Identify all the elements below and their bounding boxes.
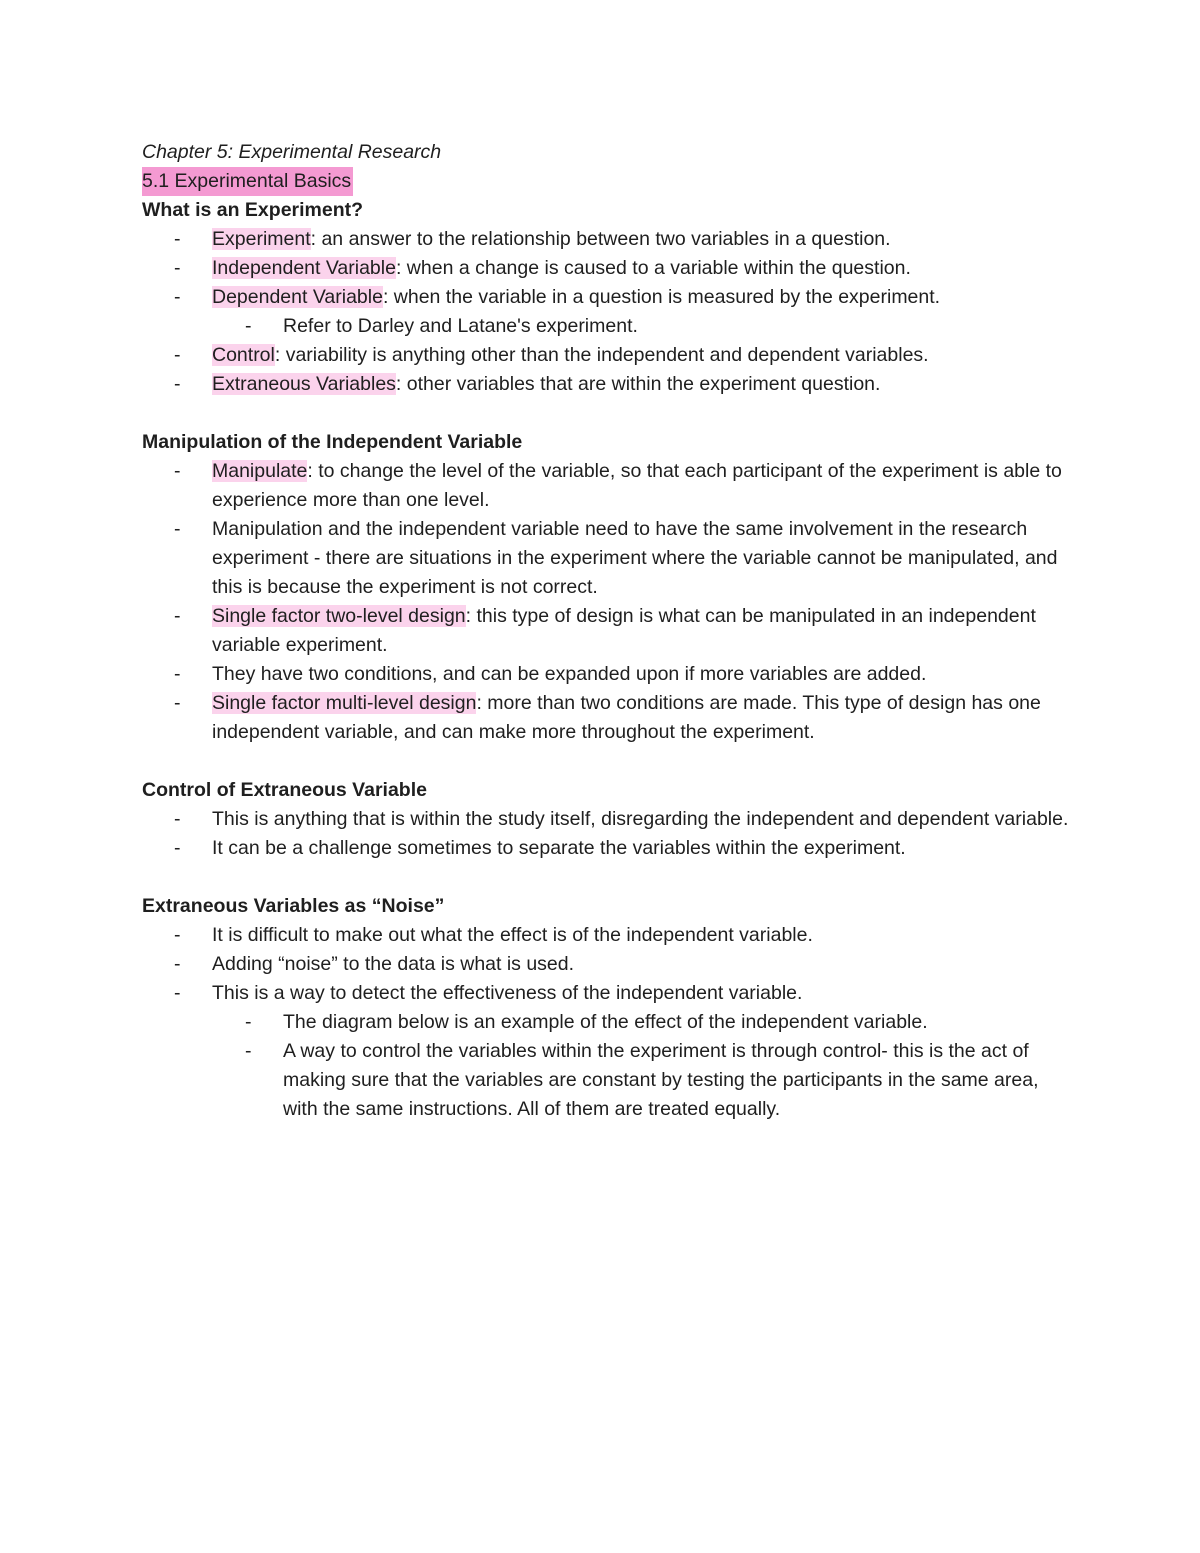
key-term: Dependent Variable xyxy=(212,286,383,308)
list-item xyxy=(142,921,1072,950)
item-text: : variability is anything other than the independent and dependent variables. xyxy=(274,344,929,366)
list-item xyxy=(142,457,1072,515)
bullet-dash: - xyxy=(245,1011,252,1033)
section-heading: What is an Experiment? xyxy=(142,199,364,221)
list-item xyxy=(142,602,1072,660)
bullet-dash: - xyxy=(174,518,181,540)
list-item xyxy=(142,515,1072,602)
bullet-dash: - xyxy=(174,286,181,308)
bullet-dash: - xyxy=(174,228,181,250)
list-item xyxy=(142,370,1072,399)
item-text: : when a change is caused to a variable within the question. xyxy=(395,257,911,279)
section-title: 5.1 Experimental Basics xyxy=(142,167,353,196)
key-term: Control xyxy=(212,344,275,366)
bullet-dash: - xyxy=(174,373,181,395)
document-content xyxy=(142,138,1072,1124)
item-text: : an answer to the relationship between two variables in a question. xyxy=(310,228,891,250)
key-term: Independent Variable xyxy=(212,257,396,279)
item-text: This is a way to detect the effectiveness of the independent variable. xyxy=(212,982,803,1004)
sub-list-item xyxy=(142,1008,1072,1037)
item-text: This is anything that is within the study itself, disregarding the independent and dependent variable. xyxy=(212,808,1069,830)
item-text: Adding “noise” to the data is what is used. xyxy=(212,953,575,975)
item-text: It can be a challenge sometimes to separate the variables within the experiment. xyxy=(212,837,906,859)
chapter-title: Chapter 5: Experimental Research xyxy=(142,141,442,163)
sub-list-item xyxy=(142,312,1072,341)
key-term: Single factor two-level design xyxy=(212,605,466,627)
bullet-dash: - xyxy=(174,605,181,627)
list-item xyxy=(142,254,1072,283)
list-item xyxy=(142,950,1072,979)
item-text: The diagram below is an example of the effect of the independent variable. xyxy=(283,1011,928,1033)
item-text: A way to control the variables within the experiment is through control- this is the act of making sure that the variables are constant by testing the participants in the same area, with the same instructions. All of them are treated equally. xyxy=(283,1040,1039,1120)
item-text: They have two conditions, and can be expanded upon if more variables are added. xyxy=(212,663,927,685)
item-text: : when the variable in a question is measured by the experiment. xyxy=(382,286,941,308)
bullet-dash: - xyxy=(174,924,181,946)
section-heading: Control of Extraneous Variable xyxy=(142,779,427,801)
bullet-dash: - xyxy=(174,692,181,714)
key-term: Extraneous Variables xyxy=(212,373,396,395)
list-item xyxy=(142,834,1072,863)
item-text: : to change the level of the variable, so that each participant of the experiment is able to experience more than one level. xyxy=(212,460,1062,511)
key-term: Experiment xyxy=(212,228,311,250)
list-item xyxy=(142,805,1072,834)
list-item xyxy=(142,979,1072,1008)
item-text: : this type of design is what can be manipulated in an independent variable experiment. xyxy=(212,605,1036,656)
bullet-dash: - xyxy=(174,663,181,685)
key-term: Manipulate xyxy=(212,460,308,482)
list-item xyxy=(142,689,1072,747)
list-item xyxy=(142,660,1072,689)
section-heading: Manipulation of the Independent Variable xyxy=(142,431,523,453)
item-text: Manipulation and the independent variable need to have the same involvement in the research experiment - there are situations in the experiment where the variable cannot be manipulated, and this is because the experiment is not correct. xyxy=(212,518,1058,598)
bullet-dash: - xyxy=(245,1040,252,1062)
key-term: Single factor multi-level design xyxy=(212,692,477,714)
bullet-dash: - xyxy=(174,982,181,1004)
list-item xyxy=(142,225,1072,254)
list-item xyxy=(142,283,1072,312)
item-text: : other variables that are within the experiment question. xyxy=(395,373,881,395)
bullet-dash: - xyxy=(174,257,181,279)
item-text: : more than two conditions are made. This type of design has one independent variable, and can make more throughout the experiment. xyxy=(212,692,1041,743)
item-text: Refer to Darley and Latane's experiment. xyxy=(283,315,638,337)
bullet-dash: - xyxy=(245,315,252,337)
bullet-dash: - xyxy=(174,837,181,859)
list-item xyxy=(142,341,1072,370)
sub-list-item xyxy=(142,1037,1072,1124)
item-text: It is difficult to make out what the effect is of the independent variable. xyxy=(212,924,813,946)
bullet-dash: - xyxy=(174,808,181,830)
bullet-dash: - xyxy=(174,953,181,975)
bullet-dash: - xyxy=(174,460,181,482)
section-heading: Extraneous Variables as “Noise” xyxy=(142,895,445,917)
bullet-dash: - xyxy=(174,344,181,366)
